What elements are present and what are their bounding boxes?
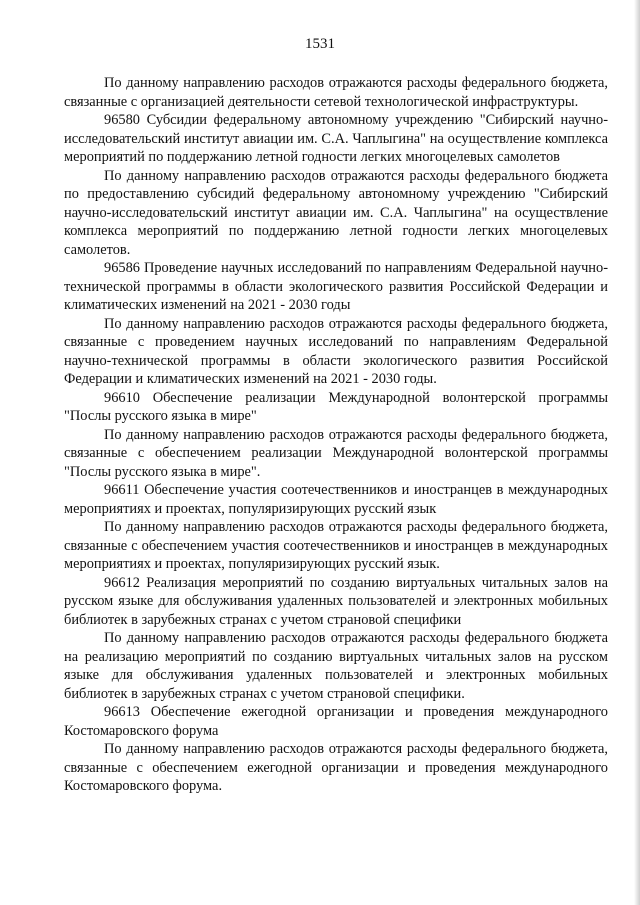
paragraph-description-96610: По данному направлению расходов отражаются расходы федерального бюджета, связанные с обеспечением реализации Международной волонтерской программы "Послы русского языка в мире". — [64, 426, 608, 480]
paragraph-description-96580: По данному направлению расходов отражаются расходы федерального бюджета по предоставлению субсидий федеральному автономному учреждению "Сибирский научно-исследовательский институт авиации им. С.А. Чаплыгина" на осуществление комплекса мероприятий по поддержанию летной годности легких многоцелевых самолетов. — [64, 167, 608, 258]
paragraph-description-96612: По данному направлению расходов отражаются расходы федерального бюджета на реализацию мероприятий по созданию виртуальных читальных залов на русском языке для обслуживания удаленных пользователей и электронных мобильных библиотек в зарубежных странах с учетом страновой специфики. — [64, 630, 608, 702]
paragraph-code-96612: 96612 Реализация мероприятий по созданию виртуальных читальных залов на русском языке для обслуживания удаленных пользователей и электронных мобильных библиотек в зарубежных странах с учетом страновой специфики — [64, 574, 608, 628]
paragraph-code-96610: 96610 Обеспечение реализации Международной волонтерской программы "Послы русского языка в мире" — [64, 389, 608, 424]
paragraph-description-96586: По данному направлению расходов отражаются расходы федерального бюджета, связанные с проведением научных исследований по направлениям Федеральной научно-технической программы в области экологического развития Российской Федерации и климатических изменений на 2021 - 2030 годы. — [64, 315, 608, 387]
paragraph-code-96586: 96586 Проведение научных исследований по направлениям Федеральной научно-технической программы в области экологического развития Российской Федерации и климатических изменений на 2021 - 2030 годы — [64, 260, 608, 313]
paragraph-code-96613: 96613 Обеспечение ежегодной организации и проведения международного Костомаровского форума — [64, 704, 608, 739]
paragraph-code-96580: 96580 Субсидии федеральному автономному учреждению "Сибирский научно-исследовательский институт авиации им. С.А. Чаплыгина" на осуществление комплекса мероприятий по поддержанию летной годности легких многоцелевых самолетов — [64, 112, 608, 165]
document-body — [64, 74, 608, 796]
paragraph-code-96611: 96611 Обеспечение участия соотечественников и иностранцев в международных мероприятиях и проектах, популяризирующих русский язык — [64, 482, 608, 517]
paragraph-description-96611: По данному направлению расходов отражаются расходы федерального бюджета, связанные с обеспечением участия соотечественников и иностранцев в международных мероприятиях и проектах, популяризирующих русский язык. — [64, 519, 608, 572]
scan-edge-shadow — [634, 0, 640, 905]
paragraph-description-96613: По данному направлению расходов отражаются расходы федерального бюджета, связанные с обеспечением ежегодной организации и проведения международного Костомаровского форума. — [64, 741, 608, 794]
paragraph-description-network-infrastructure: По данному направлению расходов отражаются расходы федерального бюджета, связанные с организацией деятельности сетевой технологической инфраструктуры. — [64, 75, 608, 110]
page-number: 1531 — [305, 36, 335, 52]
